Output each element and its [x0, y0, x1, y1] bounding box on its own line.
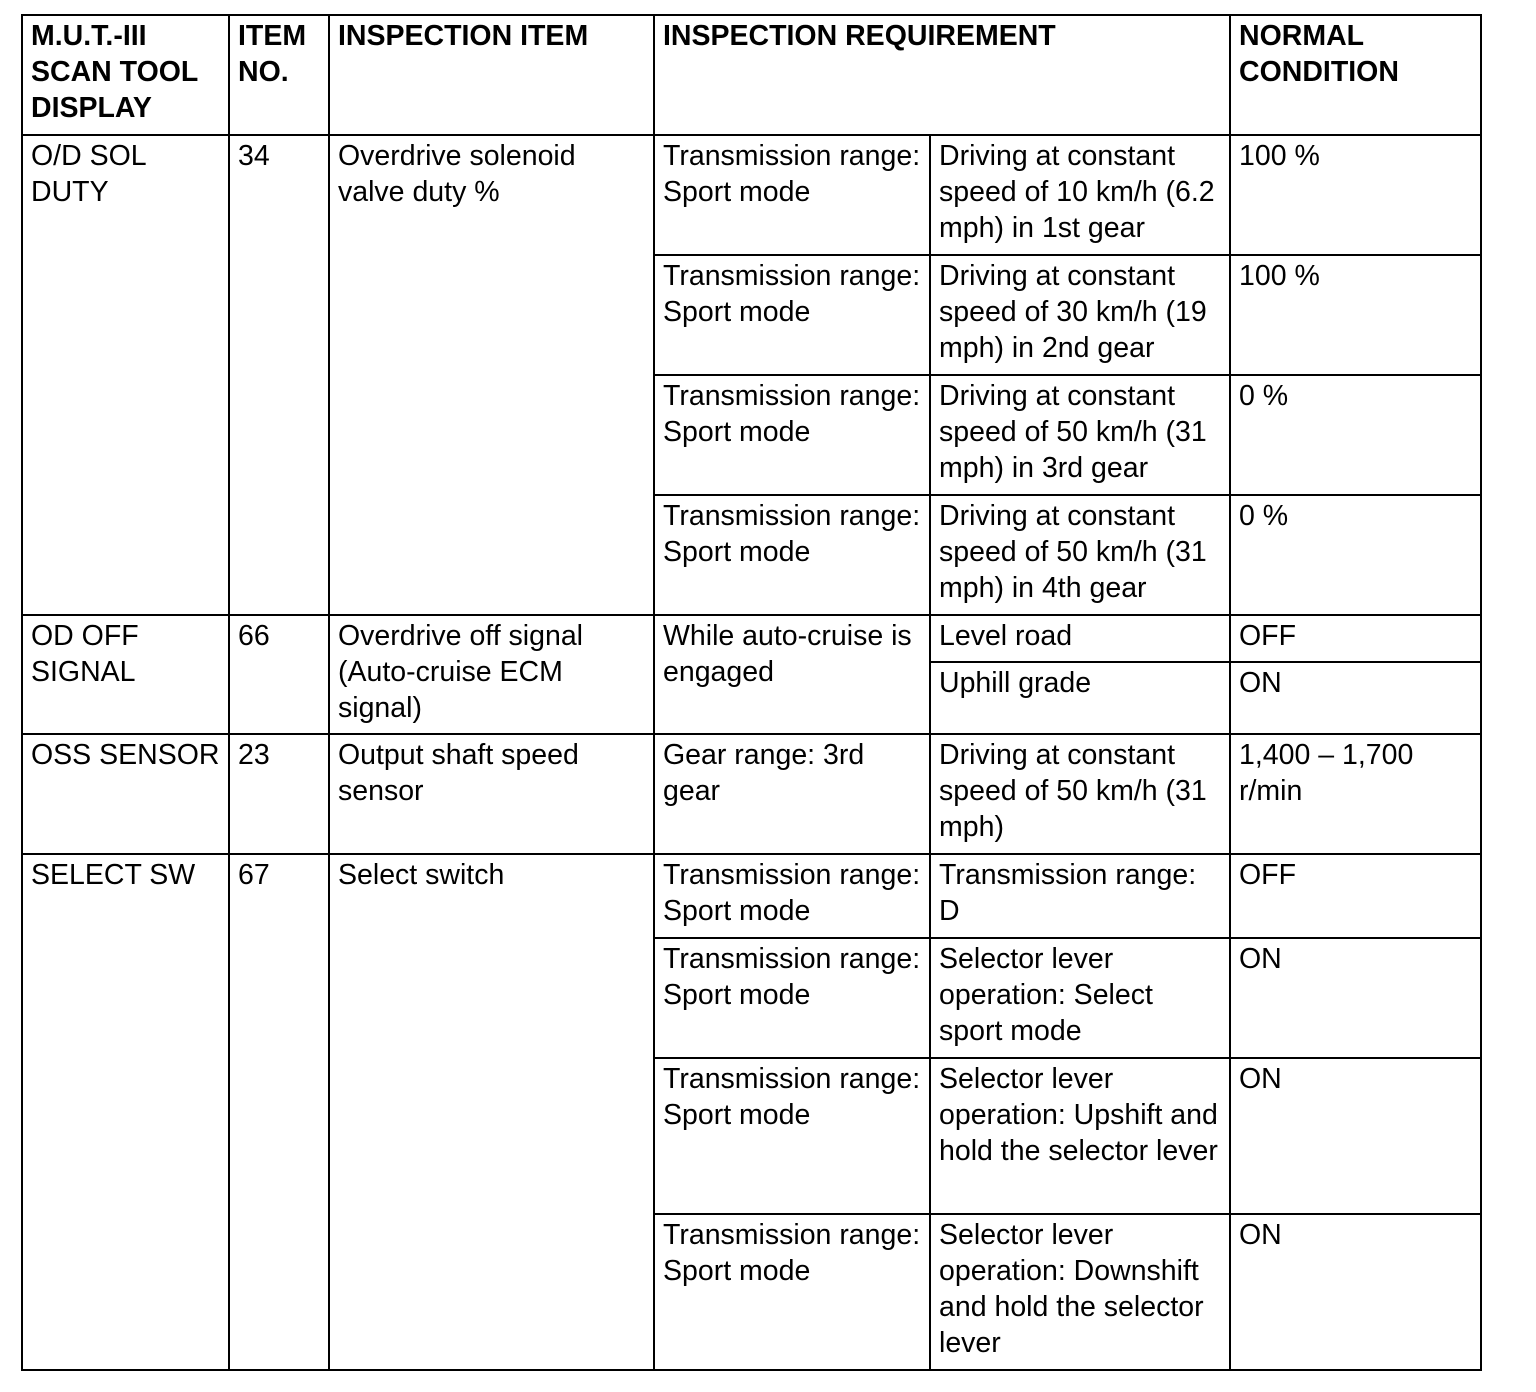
display-cell: OSS SENSOR — [22, 734, 229, 854]
normal-cell: 100 % — [1230, 255, 1481, 375]
inspection-item-cell: Overdrive off signal (Auto-cruise ECM signal) — [329, 615, 654, 734]
table-row — [22, 135, 1481, 255]
normal-cell: ON — [1230, 1058, 1481, 1214]
header-item-no: ITEM NO. — [229, 15, 329, 135]
condition-cell: Driving at constant speed of 10 km/h (6.2 mph) in 1st gear — [930, 135, 1230, 255]
normal-cell: 1,400 – 1,700 r/min — [1230, 734, 1481, 854]
condition-cell: Driving at constant speed of 50 km/h (31 mph) in 4th gear — [930, 495, 1230, 615]
requirement-cell: Transmission range: Sport mode — [654, 1214, 930, 1370]
requirement-cell: Transmission range: Sport mode — [654, 938, 930, 1058]
normal-cell: 0 % — [1230, 495, 1481, 615]
requirement-cell: Transmission range: Sport mode — [654, 854, 930, 938]
condition-cell: Selector lever operation: Select sport mode — [930, 938, 1230, 1058]
condition-cell: Uphill grade — [930, 662, 1230, 734]
header-normal-condition: NORMAL CONDITION — [1230, 15, 1481, 135]
inspection-item-cell: Select switch — [329, 854, 654, 1370]
normal-cell: OFF — [1230, 854, 1481, 938]
table-row — [22, 615, 1481, 662]
display-cell: O/D SOL DUTY — [22, 135, 229, 615]
header-inspection-requirement: INSPECTION REQUIREMENT — [654, 15, 1230, 135]
display-cell: SELECT SW — [22, 854, 229, 1370]
header-inspection-item: INSPECTION ITEM — [329, 15, 654, 135]
normal-cell: 100 % — [1230, 135, 1481, 255]
item-no-cell: 67 — [229, 854, 329, 1370]
requirement-cell: Transmission range: Sport mode — [654, 375, 930, 495]
requirement-cell: Transmission range: Sport mode — [654, 495, 930, 615]
item-no-cell: 34 — [229, 135, 329, 615]
inspection-item-cell: Output shaft speed sensor — [329, 734, 654, 854]
normal-cell: ON — [1230, 1214, 1481, 1370]
item-no-cell: 66 — [229, 615, 329, 734]
item-no-cell: 23 — [229, 734, 329, 854]
inspection-item-cell: Overdrive solenoid valve duty % — [329, 135, 654, 615]
table-row — [22, 854, 1481, 938]
header-row — [22, 15, 1481, 135]
condition-cell: Driving at constant speed of 50 km/h (31 mph) — [930, 734, 1230, 854]
normal-cell: ON — [1230, 662, 1481, 734]
condition-cell: Selector lever operation: Downshift and hold the selector lever — [930, 1214, 1230, 1370]
condition-cell: Level road — [930, 615, 1230, 662]
condition-cell: Driving at constant speed of 30 km/h (19 mph) in 2nd gear — [930, 255, 1230, 375]
requirement-cell: Transmission range: Sport mode — [654, 255, 930, 375]
header-display: M.U.T.-III SCAN TOOL DISPLAY — [22, 15, 229, 135]
table-row — [22, 734, 1481, 854]
normal-cell: ON — [1230, 938, 1481, 1058]
requirement-cell: Transmission range: Sport mode — [654, 135, 930, 255]
condition-cell: Driving at constant speed of 50 km/h (31 mph) in 3rd gear — [930, 375, 1230, 495]
inspection-table — [21, 14, 1482, 1371]
display-cell: OD OFF SIGNAL — [22, 615, 229, 734]
normal-cell: 0 % — [1230, 375, 1481, 495]
requirement-cell: Gear range: 3rd gear — [654, 734, 930, 854]
condition-cell: Transmission range: D — [930, 854, 1230, 938]
normal-cell: OFF — [1230, 615, 1481, 662]
requirement-cell: Transmission range: Sport mode — [654, 1058, 930, 1214]
condition-cell: Selector lever operation: Upshift and hold the selector lever — [930, 1058, 1230, 1214]
requirement-cell: While auto-cruise is engaged — [654, 615, 930, 734]
